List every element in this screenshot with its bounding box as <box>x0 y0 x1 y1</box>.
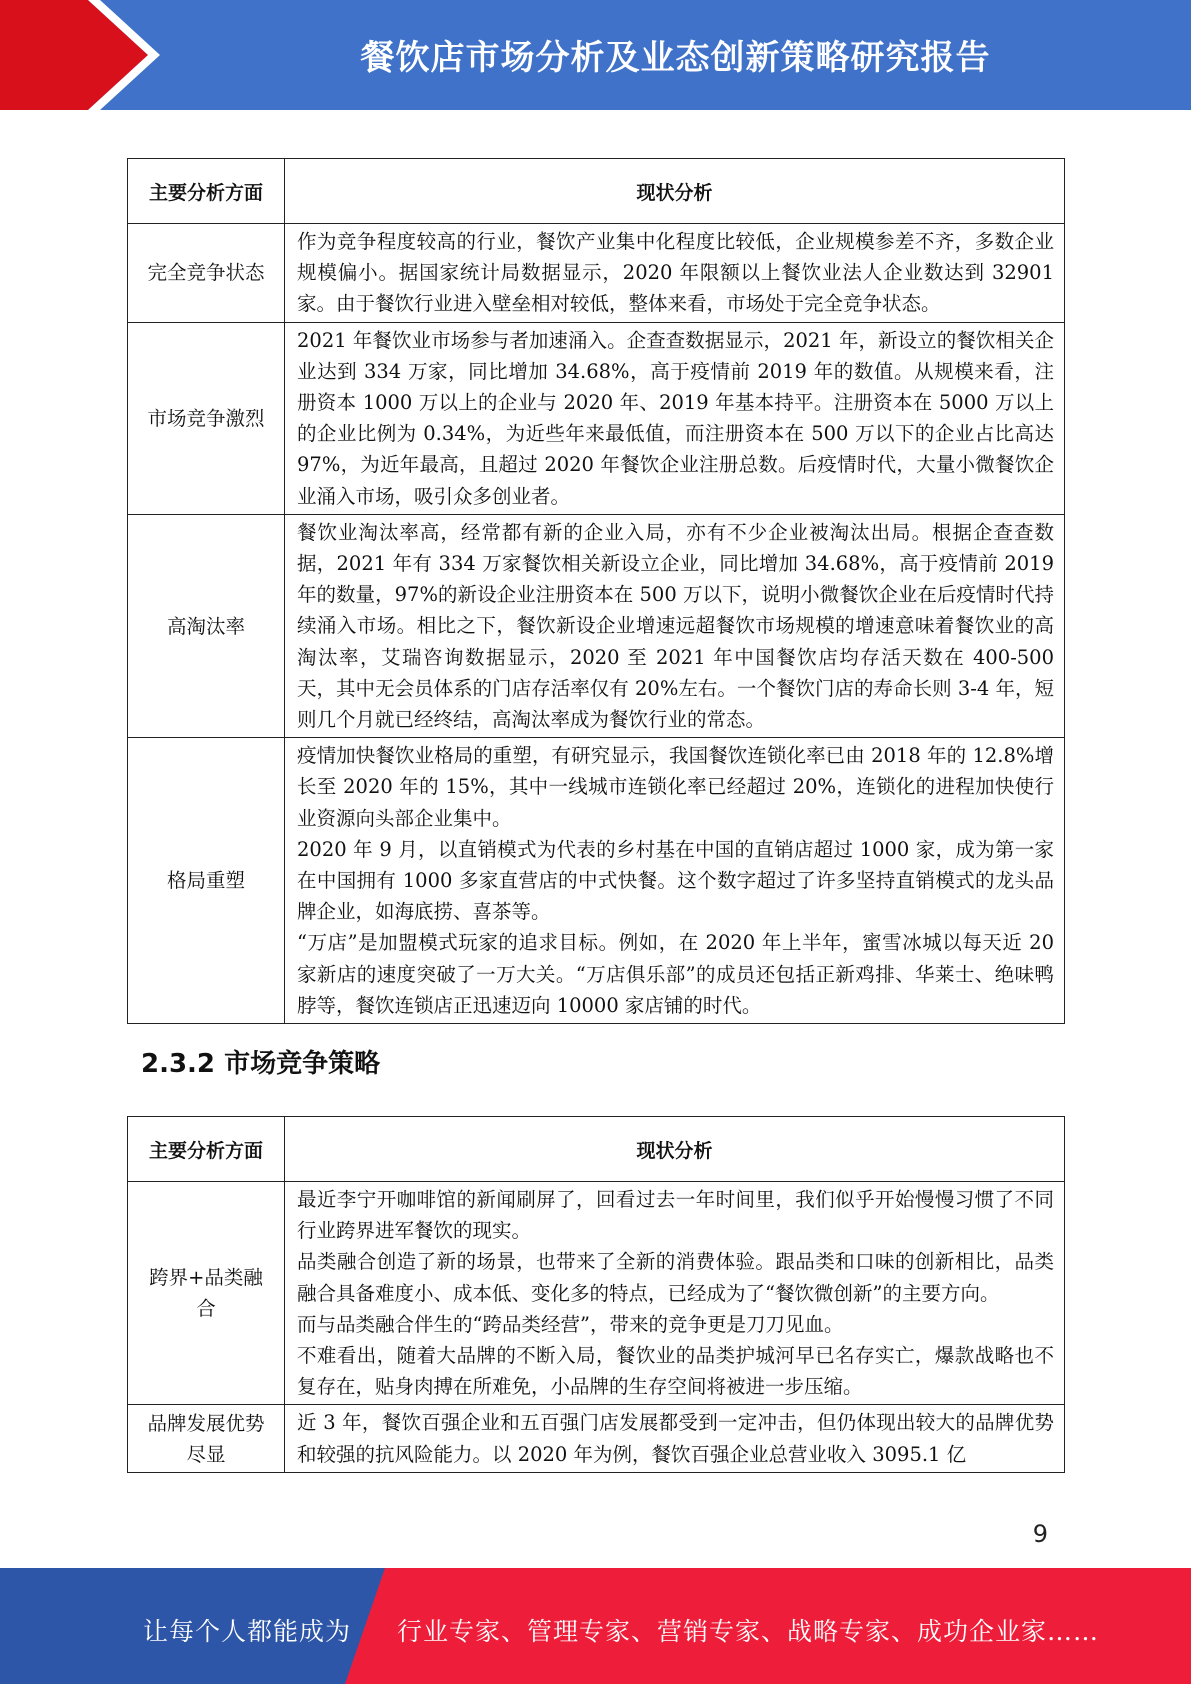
row-analysis <box>285 1405 1065 1472</box>
row-aspect: 跨界+品类融合 <box>128 1182 285 1405</box>
analysis-paragraph: 疫情加快餐饮业格局的重塑，有研究显示，我国餐饮连锁化率已由 2018 年的 12.8%增长至 2020 年的 15%，其中一线城市连锁化率已经超过 20%，连锁化的进程加快使行业资源向头部企业集中。 <box>297 744 1054 830</box>
table-row <box>128 322 1065 514</box>
column-header-aspect: 主要分析方面 <box>128 159 285 224</box>
table-row <box>128 224 1065 323</box>
analysis-paragraph: 品类融合创造了新的场景，也带来了全新的消费体验。跟品类和口味的创新相比，品类融合具备难度小、成本低、变化多的特点，已经成为了“餐饮微创新”的主要方向。 <box>297 1250 1054 1305</box>
analysis-paragraph: 近 3 年，餐饮百强企业和五百强门店发展都受到一定冲击，但仍体现出较大的品牌优势和较强的抗风险能力。以 2020 年为例，餐饮百强企业总营业收入 3095.1 亿 <box>297 1411 1054 1466</box>
table-row <box>128 738 1065 1024</box>
row-aspect: 格局重塑 <box>128 738 285 1024</box>
table-row <box>128 1182 1065 1405</box>
section-heading: 2.3.2 市场竞争策略 <box>141 1049 381 1079</box>
analysis-paragraph: “万店”是加盟模式玩家的追求目标。例如，在 2020 年上半年，蜜雪冰城以每天近 20 家新店的速度突破了一万大关。“万店俱乐部”的成员还包括正新鸡排、华莱士、绝味鸭脖等，餐饮连锁店正迅速迈向 10000 家店铺的时代。 <box>297 931 1054 1017</box>
analysis-table-1 <box>127 158 1065 1024</box>
analysis-paragraph: 不难看出，随着大品牌的不断入局，餐饮业的品类护城河早已名存实亡，爆款战略也不复存在，贴身肉搏在所难免，小品牌的生存空间将被进一步压缩。 <box>297 1344 1054 1399</box>
analysis-paragraph: 最近李宁开咖啡馆的新闻刷屏了，回看过去一年时间里，我们似乎开始慢慢习惯了不同行业跨界进军餐饮的现实。 <box>297 1188 1054 1243</box>
footer-slogan-left: 让每个人都能成为 <box>143 1617 352 1646</box>
page-footer <box>0 1568 1191 1684</box>
page-number: 9 <box>1032 1520 1048 1548</box>
row-analysis <box>285 1182 1065 1405</box>
analysis-table-2 <box>127 1116 1065 1473</box>
table-header-row <box>128 159 1065 224</box>
analysis-paragraph: 作为竞争程度较高的行业，餐饮产业集中化程度比较低，企业规模参差不齐，多数企业规模偏小。据国家统计局数据显示，2020 年限额以上餐饮业法人企业数达到 32901 家。由于餐饮行业进入壁垒相对较低，整体来看，市场处于完全竞争状态。 <box>297 230 1054 316</box>
analysis-paragraph: 餐饮业淘汰率高，经常都有新的企业入局，亦有不少企业被淘汰出局。根据企查查数据，2021 年有 334 万家餐饮相关新设立企业，同比增加 34.68%，高于疫情前 2019 年的数量，97%的新设企业注册资本在 500 万以下，说明小微餐饮企业在后疫情时代持续涌入市场。相比之下，餐饮新设企业增速远超餐饮市场规模的增速意味着餐饮业的高淘汰率，艾瑞咨询数据显示，2020 至 2021 年中国餐饮店均存活天数在 400-500 天，其中无会员体系的门店存活率仅有 20%左右。一个餐饮门店的寿命长则 3-4 年，短则几个月就已经终结，高淘汰率成为餐饮行业的常态。 <box>297 520 1054 732</box>
row-analysis <box>285 224 1065 323</box>
document-title: 餐饮店市场分析及业态创新策略研究报告 <box>360 38 991 78</box>
row-analysis <box>285 738 1065 1024</box>
analysis-paragraph: 2020 年 9 月，以直销模式为代表的乡村基在中国的直销店超过 1000 家，成为第一家在中国拥有 1000 多家直营店的中式快餐。这个数字超过了许多坚持直销模式的龙头品牌企业，如海底捞、喜茶等。 <box>297 837 1054 924</box>
column-header-analysis: 现状分析 <box>285 159 1065 224</box>
row-aspect: 完全竞争状态 <box>128 224 285 323</box>
footer-slogan-right: 行业专家、管理专家、营销专家、战略专家、成功企业家…… <box>397 1617 1100 1646</box>
row-analysis <box>285 514 1065 737</box>
column-header-analysis: 现状分析 <box>285 1117 1065 1182</box>
page-header <box>0 0 1191 110</box>
row-aspect: 高淘汰率 <box>128 514 285 737</box>
row-aspect: 市场竞争激烈 <box>128 322 285 514</box>
analysis-paragraph: 而与品类融合伴生的“跨品类经营”，带来的竞争更是刀刀见血。 <box>297 1312 844 1336</box>
table-row <box>128 1405 1065 1472</box>
table-header-row <box>128 1117 1065 1182</box>
table-row <box>128 514 1065 737</box>
analysis-paragraph: 2021 年餐饮业市场参与者加速涌入。企查查数据显示，2021 年，新设立的餐饮相关企业达到 334 万家，同比增加 34.68%，高于疫情前 2019 年的数值。从规模来看，注册资本 1000 万以上的企业与 2020 年、2019 年基本持平。注册资本在 5000 万以上的企业比例为 0.34%，为近些年来最低值，而注册资本在 500 万以下的企业占比高达 97%，为近年最高，且超过 2020 年餐饮企业注册总数。后疫情时代，大量小微餐饮企业涌入市场，吸引众多创业者。 <box>297 328 1054 508</box>
row-analysis <box>285 322 1065 514</box>
row-aspect: 品牌发展优势尽显 <box>128 1405 285 1472</box>
column-header-aspect: 主要分析方面 <box>128 1117 285 1182</box>
